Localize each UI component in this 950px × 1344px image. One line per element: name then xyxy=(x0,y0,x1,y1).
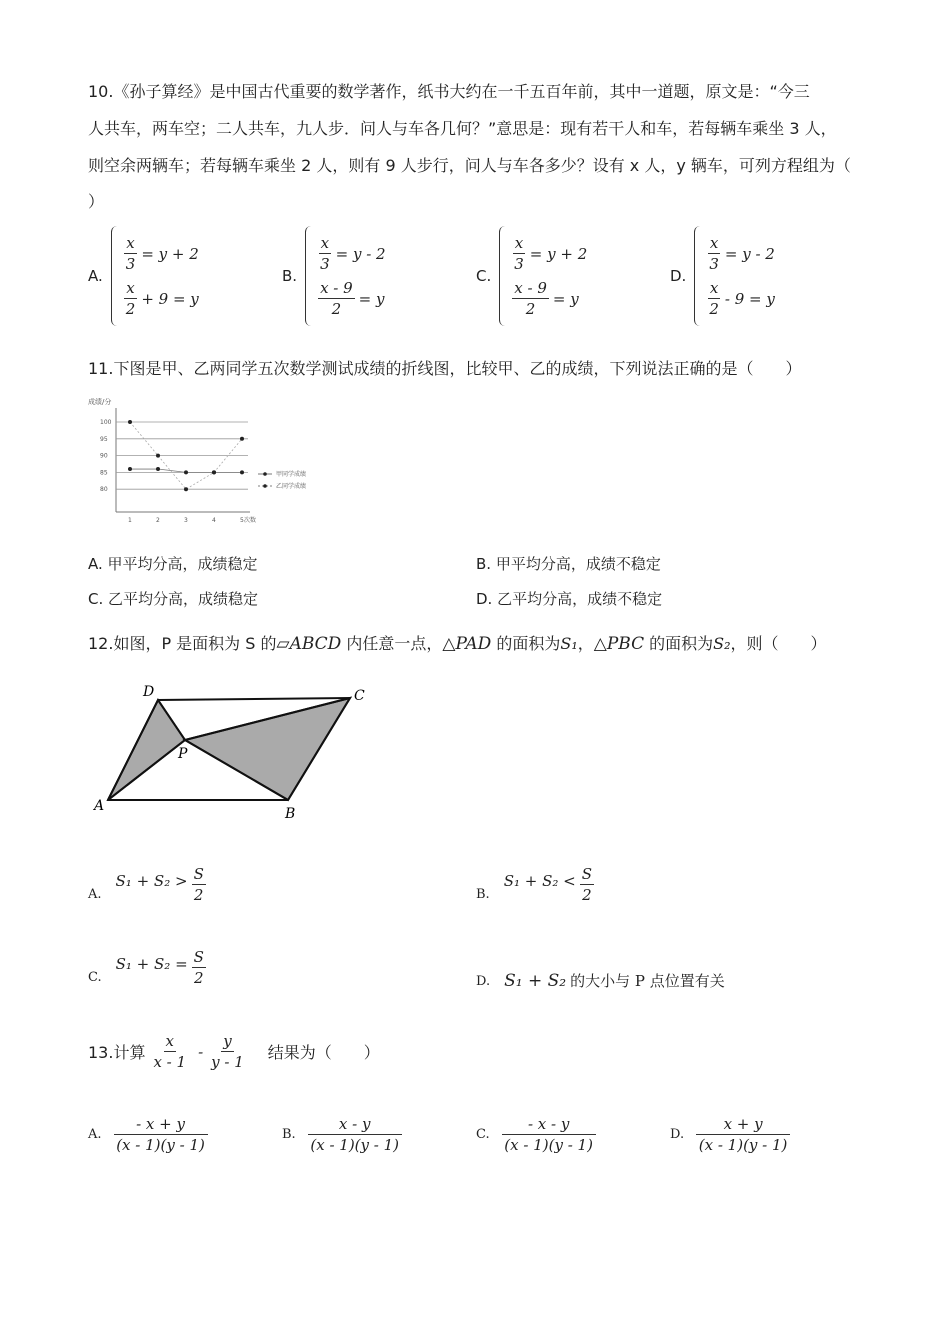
brace xyxy=(499,226,508,326)
option-denominator: (x - 1)(y - 1) xyxy=(698,1136,788,1154)
equation-1 xyxy=(707,234,775,273)
q13-stem-pre: 13.计算 xyxy=(88,1043,146,1062)
eq1-denominator: 3 xyxy=(320,255,330,273)
q12-parallelogram-figure xyxy=(88,680,378,825)
y-tick-label: 95 xyxy=(100,435,108,443)
data-point-s2-5 xyxy=(240,437,244,441)
data-point-s1-3 xyxy=(184,470,188,474)
q12-option-d-text: 的大小与 P 点位置有关 xyxy=(570,972,725,990)
option-label: B. xyxy=(282,267,298,285)
eq1-rhs: = y - 2 xyxy=(724,244,775,263)
equation-1 xyxy=(318,234,386,273)
triangle-pbc xyxy=(185,698,350,800)
x-tick-label: 4 xyxy=(212,517,216,524)
legend-label-1: 甲同学成绩 xyxy=(276,471,307,478)
legend-marker-1 xyxy=(263,472,267,476)
q12-stem-mid3: 的面积为 xyxy=(644,634,714,653)
q12-b-den: 2 xyxy=(582,886,592,904)
q12-option-a[interactable] xyxy=(88,865,210,904)
x-tick-label: 5 xyxy=(240,517,244,524)
eq1-numerator: x xyxy=(320,234,330,252)
y-tick-label: 90 xyxy=(100,452,108,460)
eq1-rhs: = y + 2 xyxy=(529,244,588,263)
q10-option-b[interactable] xyxy=(282,226,386,326)
legend-label-2: 乙同学成绩 xyxy=(276,483,307,490)
eq2-numerator: x - 9 xyxy=(514,279,547,297)
q12-option-d-label: D. xyxy=(476,974,491,989)
eq1-denominator: 3 xyxy=(709,255,719,273)
q12-s2: S₂ xyxy=(713,634,731,653)
equation-1 xyxy=(512,234,587,273)
label-b: B xyxy=(285,806,296,822)
eq1-numerator: x xyxy=(126,234,135,252)
q11-option-c[interactable]: C. 乙平均分高，成绩稳定 xyxy=(88,590,259,608)
q11-line-chart xyxy=(88,394,348,529)
label-d: D xyxy=(143,684,155,700)
option-denominator: (x - 1)(y - 1) xyxy=(116,1136,205,1154)
q12-c-num: S xyxy=(193,948,204,966)
option-label: D. xyxy=(670,267,687,285)
q10-line-1: 10.《孙子算经》是中国古代重要的数学著作，纸书大约在一千五百年前，其中一道题，原文是：“今三 xyxy=(88,82,810,101)
option-numerator: - x - y xyxy=(502,1115,596,1135)
q13-f2-den: y - 1 xyxy=(211,1053,244,1071)
data-point-s2-1 xyxy=(128,420,132,424)
option-label: A. xyxy=(88,267,103,285)
q12-option-b-label: B. xyxy=(476,887,490,902)
q13-option-b[interactable] xyxy=(282,1115,406,1154)
eq1-denominator: 3 xyxy=(514,255,524,273)
q12-option-c-label: C. xyxy=(88,970,102,985)
brace xyxy=(111,226,120,326)
q13-f1-den: x - 1 xyxy=(153,1053,187,1071)
label-p: P xyxy=(178,746,188,762)
x-axis-label: 次数 xyxy=(244,517,257,524)
eq2-denominator: 2 xyxy=(331,300,342,318)
q10-line-4: ） xyxy=(88,192,105,211)
y-tick-label: 80 xyxy=(100,486,108,494)
q12-option-b[interactable] xyxy=(476,865,598,904)
q12-option-b-expr: S₁ + S₂ < xyxy=(503,872,576,890)
q12-triangle-pad: △PAD xyxy=(442,634,492,654)
label-c: C xyxy=(354,688,365,704)
q12-a-num: S xyxy=(193,865,204,883)
q12-stem-end: ，则（ ） xyxy=(730,634,827,653)
option-label: D. xyxy=(670,1127,685,1142)
option-label: C. xyxy=(476,1127,490,1142)
data-point-s2-2 xyxy=(156,454,160,458)
q10-option-c[interactable] xyxy=(476,226,587,326)
q12-option-a-label: A. xyxy=(88,887,102,902)
q10-option-d[interactable] xyxy=(670,226,775,326)
eq2-numerator: x xyxy=(709,279,719,297)
q12-parallelogram: ▱ABCD xyxy=(276,634,342,654)
eq1-denominator: 3 xyxy=(125,255,136,273)
data-point-s1-2 xyxy=(156,467,160,471)
equation-2 xyxy=(707,279,775,318)
q12-stem xyxy=(88,634,827,654)
eq2-rhs: + 9 = y xyxy=(141,289,199,308)
q10-option-a[interactable] xyxy=(88,226,199,326)
q13-stem-end: 结果为（ ） xyxy=(267,1043,380,1062)
data-point-s2-4 xyxy=(212,470,216,474)
q12-option-d-expr: S₁ + S₂ xyxy=(504,971,567,991)
option-label: A. xyxy=(88,1127,102,1142)
eq2-denominator: 2 xyxy=(125,300,136,318)
option-denominator: (x - 1)(y - 1) xyxy=(310,1136,399,1154)
q12-option-c-expr: S₁ + S₂ = xyxy=(115,955,188,973)
q10-line-2: 人共车，两车空；二人共车，九人步．问人与车各几何？”意思是：现有若干人和车，若每辆车乘坐 3 人， xyxy=(88,119,837,138)
q13-option-a[interactable] xyxy=(88,1115,212,1154)
q12-c-den: 2 xyxy=(194,969,204,987)
q11-stem: 11.下图是甲、乙两同学五次数学测试成绩的折线图，比较甲、乙的成绩，下列说法正确的是（ ） xyxy=(88,359,802,378)
eq2-denominator: 2 xyxy=(525,300,536,318)
option-denominator: (x - 1)(y - 1) xyxy=(504,1136,593,1154)
eq1-numerator: x xyxy=(514,234,524,252)
brace xyxy=(694,226,703,326)
label-a: A xyxy=(94,798,105,814)
q12-comma: ， xyxy=(577,634,594,653)
q12-stem-mid: 内任意一点， xyxy=(341,634,443,653)
q12-stem-pre: 12.如图，P 是面积为 S 的 xyxy=(88,634,277,653)
q13-stem xyxy=(88,1032,380,1071)
q12-a-den: 2 xyxy=(193,886,204,904)
x-tick-label: 2 xyxy=(156,517,160,524)
y-axis-label: 成绩/分 xyxy=(88,398,112,406)
eq2-denominator: 2 xyxy=(709,300,719,318)
q13-f1-num: x xyxy=(165,1032,174,1050)
brace xyxy=(305,226,314,326)
y-tick-label: 85 xyxy=(100,469,108,477)
q12-b-num: S xyxy=(581,865,592,883)
data-point-s1-1 xyxy=(128,467,132,471)
x-tick-label: 3 xyxy=(184,517,188,524)
q13-option-d[interactable] xyxy=(670,1115,794,1154)
data-point-s2-3 xyxy=(184,487,188,491)
eq2-numerator: x xyxy=(126,279,135,297)
x-tick-label: 1 xyxy=(128,517,132,524)
data-point-s1-5 xyxy=(240,470,244,474)
q12-stem-mid2: 的面积为 xyxy=(491,634,561,653)
legend-marker-2 xyxy=(263,484,267,488)
q12-triangle-pbc: △PBC xyxy=(593,634,645,654)
eq2-numerator: x - 9 xyxy=(320,279,353,297)
eq1-rhs: = y + 2 xyxy=(141,244,199,263)
q12-option-d[interactable] xyxy=(476,970,725,991)
q11-option-d[interactable]: D. 乙平均分高，成绩不稳定 xyxy=(476,590,663,608)
q12-option-a-expr: S₁ + S₂ > xyxy=(115,872,188,890)
q10-line-3: 则空余两辆车；若每辆车乘坐 2 人，则有 9 人步行，问人与车各多少？设有 x 人，y 辆车，可列方程组为（ xyxy=(88,156,851,175)
q11-option-a[interactable]: A. 甲平均分高，成绩稳定 xyxy=(88,555,258,573)
q13-option-c[interactable] xyxy=(476,1115,600,1154)
y-tick-label: 100 xyxy=(100,419,112,426)
option-numerator: x - y xyxy=(308,1115,402,1135)
eq2-rhs: = y xyxy=(358,289,385,308)
eq2-rhs: - 9 = y xyxy=(724,289,775,308)
equation-2 xyxy=(512,279,587,318)
q13-f2-num: y xyxy=(223,1032,232,1050)
equation-2 xyxy=(124,279,199,318)
q12-option-c[interactable] xyxy=(88,948,210,987)
q13-minus: - xyxy=(198,1042,204,1061)
eq1-numerator: x xyxy=(709,234,719,252)
q12-s1: S₁ xyxy=(560,634,578,653)
equation-1 xyxy=(124,234,199,273)
option-numerator: x + y xyxy=(696,1115,790,1135)
eq2-rhs: = y xyxy=(552,289,579,308)
equation-2 xyxy=(318,279,386,318)
option-label: C. xyxy=(476,267,492,285)
q11-option-b[interactable]: B. 甲平均分高，成绩不稳定 xyxy=(476,555,661,573)
eq1-rhs: = y - 2 xyxy=(335,244,386,263)
option-numerator: - x + y xyxy=(114,1115,208,1135)
option-label: B. xyxy=(282,1127,296,1142)
